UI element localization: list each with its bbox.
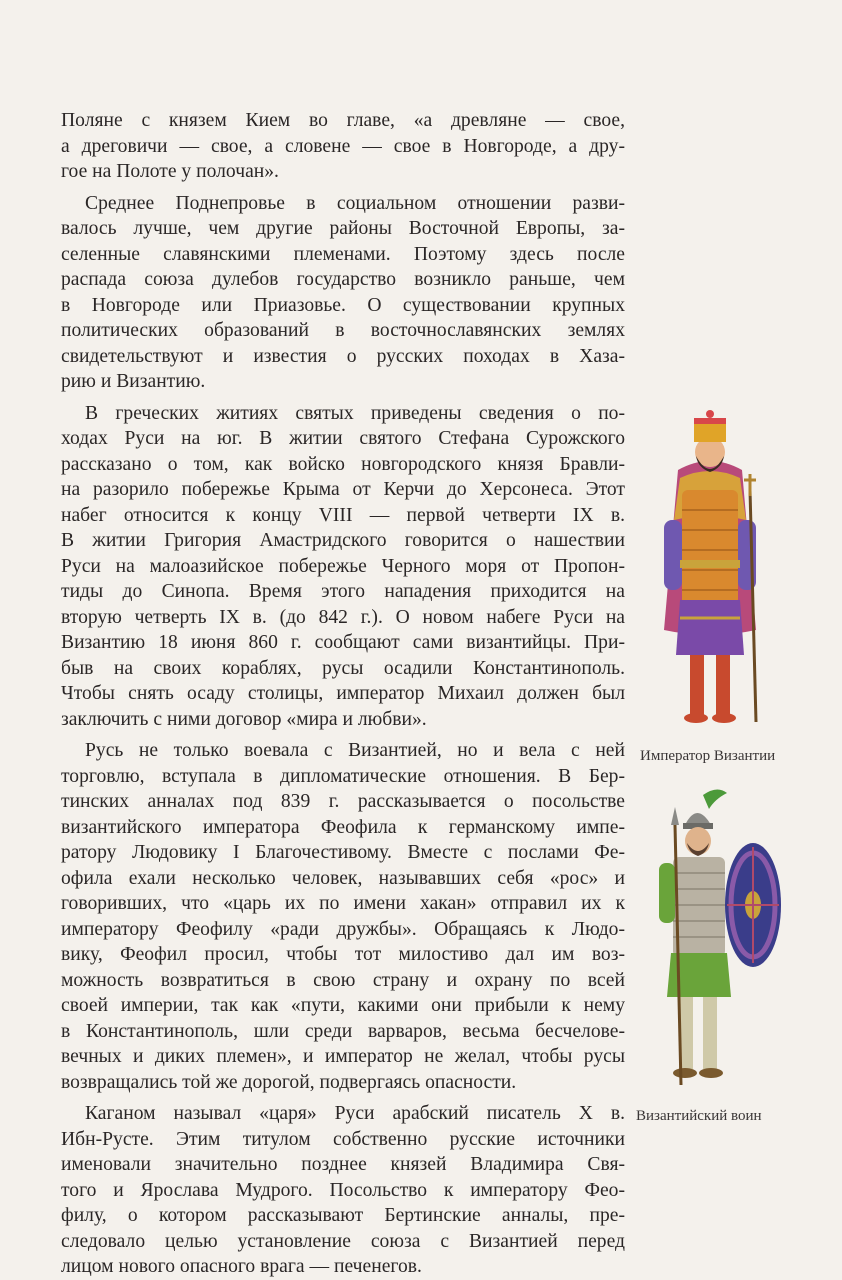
text-line: ходах Руси на юг. В житии святого Стефана Сурожского	[61, 428, 625, 449]
text-line: Каганом называл «царя» Руси арабский писатель X в.	[85, 1103, 625, 1124]
text-line: валось лучше, чем другие районы Восточной Европы, за-	[61, 218, 625, 239]
text-line: быв на своих кораблях, русы осадили Константинополь.	[61, 657, 625, 679]
text-line: возвращались той же дорогой, подвергаясь опасности.	[61, 1071, 517, 1093]
paragraph-5	[61, 1101, 625, 1280]
text-line: заключить с ними договор «мира и любви».	[61, 708, 427, 730]
text-line: политических образований в восточнославянских землях	[61, 320, 625, 341]
text-line: В греческих житиях святых приведены сведения о по-	[85, 402, 625, 424]
text-line: говоривших, что «царь их по имени хакан» отправил их к	[61, 893, 625, 914]
paragraph-4	[61, 738, 625, 1095]
text-line: можность возвратиться в свою страну и охрану по всей	[61, 969, 625, 991]
text-line: в Константинополь, шли среди варваров, весьма бесчелове-	[61, 1020, 625, 1042]
text-column	[61, 108, 625, 1280]
paragraph-2	[61, 191, 625, 395]
byzantine-emperor-icon	[650, 400, 770, 740]
text-line: того и Ярослава Мудрого. Посольство к императору Фео-	[61, 1179, 625, 1201]
text-line: вторую четверть IX в. (до 842 г.). О новом набеге Руси на	[61, 606, 625, 628]
paragraph-1	[61, 108, 625, 185]
text-line: ратору Людовику I Благочестивому. Вместе с послами Фе-	[61, 842, 625, 863]
text-line: на разорило побережье Крыма от Керчи до Херсонеса. Этот	[61, 479, 625, 500]
text-line: тинских анналах под 839 г. рассказывается о посольстве	[61, 791, 625, 812]
text-line: филу, о котором рассказывают Бертинские анналы, пре-	[61, 1205, 625, 1226]
text-line: офила ехали несколько человек, называвших себя «рос» и	[61, 867, 625, 889]
text-line: Ибн-Русте. Этим титулом собственно русские источники	[61, 1128, 625, 1150]
text-line: торговлю, вступала в дипломатические отношения. В Бер-	[61, 765, 625, 787]
text-line: вечных и диких племен», и император не желал, чтобы русы	[61, 1046, 625, 1067]
text-line: распада союза дулебов государство возникло раньше, чем	[61, 269, 625, 290]
text-line: рию и Византию.	[61, 371, 206, 392]
emperor-figure	[650, 400, 770, 740]
text-line: а дреговичи — свое, а словене — свое в Новгороде, а дру-	[61, 135, 625, 157]
text-line: набег относится к концу VIII — первой четверти IX в.	[61, 504, 625, 526]
warrior-figure	[635, 785, 785, 1100]
warrior-caption: Византийский воин	[636, 1108, 762, 1124]
text-line: свидетельствуют и известия о русских походах в Хаза-	[61, 345, 625, 367]
emperor-caption: Император Византии	[640, 748, 776, 764]
paragraph-3	[61, 401, 625, 733]
text-line: Среднее Поднепровье в социальном отношении разви-	[85, 192, 625, 214]
text-line: лицом нового опасного врага — печенегов.	[61, 1256, 422, 1277]
text-line: императору Феофилу «ради дружбы». Обращаясь к Людо-	[61, 918, 625, 940]
text-line: гое на Полоте у полочан».	[61, 161, 279, 182]
text-line: тиды до Синопа. Время этого нападения приходится на	[61, 581, 625, 602]
text-line: Чтобы снять осаду столицы, император Михаил должен был	[61, 683, 625, 704]
text-line: следовало целью установление союза с Византией перед	[61, 1230, 625, 1252]
text-line: В житии Григория Амастридского говорится о нашествии	[61, 530, 625, 551]
text-line: вику, Феофил просил, чтобы тот милостиво дал им воз-	[61, 944, 625, 965]
text-line: Руси на малоазийское побережье Черного моря от Пропон-	[61, 555, 625, 577]
text-line: именовали значительно позднее князей Владимира Свя-	[61, 1154, 625, 1175]
text-line: рассказано о том, как войско новгородского князя Бравли-	[61, 453, 625, 475]
text-line: Византию 18 июня 860 г. сообщают сами византийцы. При-	[61, 632, 625, 653]
text-line: селенные славянскими племенами. Поэтому здесь после	[61, 243, 625, 265]
text-line: Русь не только воевала с Византией, но и вела с ней	[85, 740, 625, 761]
byzantine-warrior-icon	[635, 785, 785, 1100]
text-line: своей империи, так как «пути, какими они прибыли к нему	[61, 995, 625, 1016]
text-line: византийского императора Феофила к германскому импе-	[61, 816, 625, 838]
text-line: Поляне с князем Кием во главе, «а древляне — свое,	[61, 110, 625, 131]
text-line: в Новгороде или Приазовье. О существовании крупных	[61, 294, 625, 316]
